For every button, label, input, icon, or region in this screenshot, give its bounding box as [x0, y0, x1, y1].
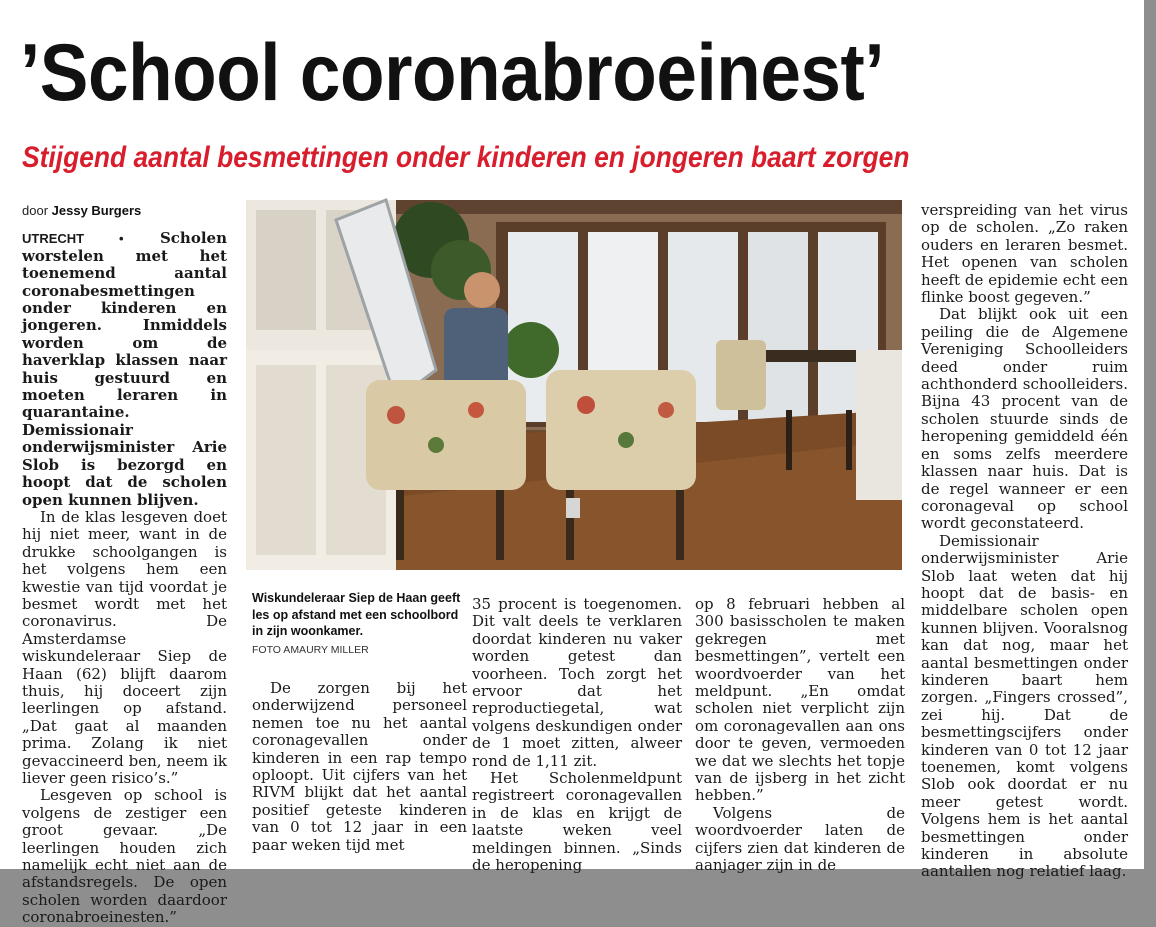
- lead-text: Scholen worstelen met het toenemend aantal coronabesmettingen onder kinderen en jongeren. Inmiddels worden om de haverklap klassen naar huis gestuurd en moeten leraren in quarantaine. Demissionair onderwijsminister Arie Slob is bezorgd en hoopt dat de scholen open kunnen blijven.: [22, 229, 227, 509]
- article-column-4: [695, 596, 905, 875]
- body-paragraph: verspreiding van het virus op de scholen. „Zo raken ouders en leraren besmet. Het openen van scholen heeft de epidemie echt een flinke boost gegeven.”: [921, 201, 1128, 307]
- article-column-1: [22, 202, 227, 927]
- photo-caption: [252, 590, 467, 658]
- article-photo: [246, 200, 902, 570]
- byline-prefix: door: [22, 203, 49, 218]
- body-paragraph: Het Scholenmeldpunt registreert coronagevallen in de klas en krijgt de laatste weken veel meldingen binnen. „Sinds de heropening: [472, 769, 682, 875]
- article-column-2: [252, 680, 467, 854]
- headline: ’School coronabroeinest’: [20, 28, 885, 118]
- body-paragraph: Dat blijkt ook uit een peiling die de Algemene Vereniging Schoolleiders deed onder ruim achthonderd schoolleiders. Bijna 43 procent van de scholen stuurde sinds de heropening gemiddeld één en soms zelfs meerdere klassen naar huis. Dat is de regel wanneer er een coronageval op school wordt geconstateerd.: [921, 305, 1128, 533]
- lead-paragraph: [22, 230, 227, 509]
- subheadline: Stijgend aantal besmettingen onder kinderen en jongeren baart zorgen: [22, 141, 910, 174]
- body-paragraph: 35 procent is toegenomen. Dit valt deels te verklaren doordat kinderen nu vaker worden getest dan voorheen. Toch zorgt het ervoor dat het reproductiegetal, wat volgens deskundigen onder de 1 moet zitten, alweer rond de 1,11 zit.: [472, 595, 682, 770]
- photo-credit: FOTO AMAURY MILLER: [252, 643, 369, 656]
- photo-caption-text: Wiskundeleraar Siep de Haan geeft les op afstand met een schoolbord in zijn woonkamer.: [252, 591, 461, 638]
- body-paragraph: In de klas lesgeven doet hij niet meer, want in de drukke schoolgangen is het volgens hem een kwestie van tijd voordat je besmet wordt met het coronavirus. De Amsterdamse wiskundeleraar Siep de Haan (62) blijft daarom thuis, hij doceert zijn leerlingen op afstand. „Dat gaat al maanden prima. Zolang ik niet gevaccineerd ben, neem ik liever geen risico’s.”: [22, 507, 227, 787]
- body-paragraph: op 8 februari hebben al 300 basisscholen te maken gekregen met besmettingen”, vertelt een woordvoerder van het meldpunt. „En omdat scholen niet verplicht zijn om coronagevallen aan ons door te geven, vermoeden we dat we slechts het topje van de ijsberg in het zicht hebben.”: [695, 595, 905, 805]
- body-paragraph: De zorgen bij het onderwijzend personeel nemen toe nu het aantal coronagevallen onder kinderen in een rap tempo oploopt. Uit cijfers van het RIVM blijkt dat het aantal positief geteste kinderen van 0 tot 12 jaar in een paar weken tijd met: [252, 679, 467, 854]
- body-paragraph: Lesgeven op school is volgens de zestiger een groot gevaar. „De leerlingen houden zich namelijk echt niet aan de afstandsregels. De open scholen worden daardoor coronabroeinesten.”: [22, 786, 227, 927]
- body-paragraph: Volgens de woordvoerder laten de cijfers zien dat kinderen de aanjager zijn in de: [695, 803, 905, 875]
- photo-teacher-livingroom: [246, 200, 902, 570]
- byline-author: Jessy Burgers: [51, 203, 142, 218]
- article-column-3: [472, 596, 682, 875]
- byline: [22, 202, 227, 219]
- article-column-5: [921, 202, 1128, 881]
- body-paragraph: Demissionair onderwijsminister Arie Slob laat weten dat hij hoopt dat de basis- en middelbare scholen open kunnen blijven. Vooralsnog kan dat nog, maar het aantal besmettingen onder kinderen baart hem zorgen. „Fingers crossed”, zei hij. Dat de besmettingscijfers onder kinderen van 0 tot 12 jaar toenemen, komt volgens Slob ook doordat er nu meer getest wordt. Volgens hem is het aantal besmettingen onder kinderen in absolute aantallen nog relatief laag.: [921, 531, 1128, 881]
- dateline: UTRECHT •: [22, 231, 124, 247]
